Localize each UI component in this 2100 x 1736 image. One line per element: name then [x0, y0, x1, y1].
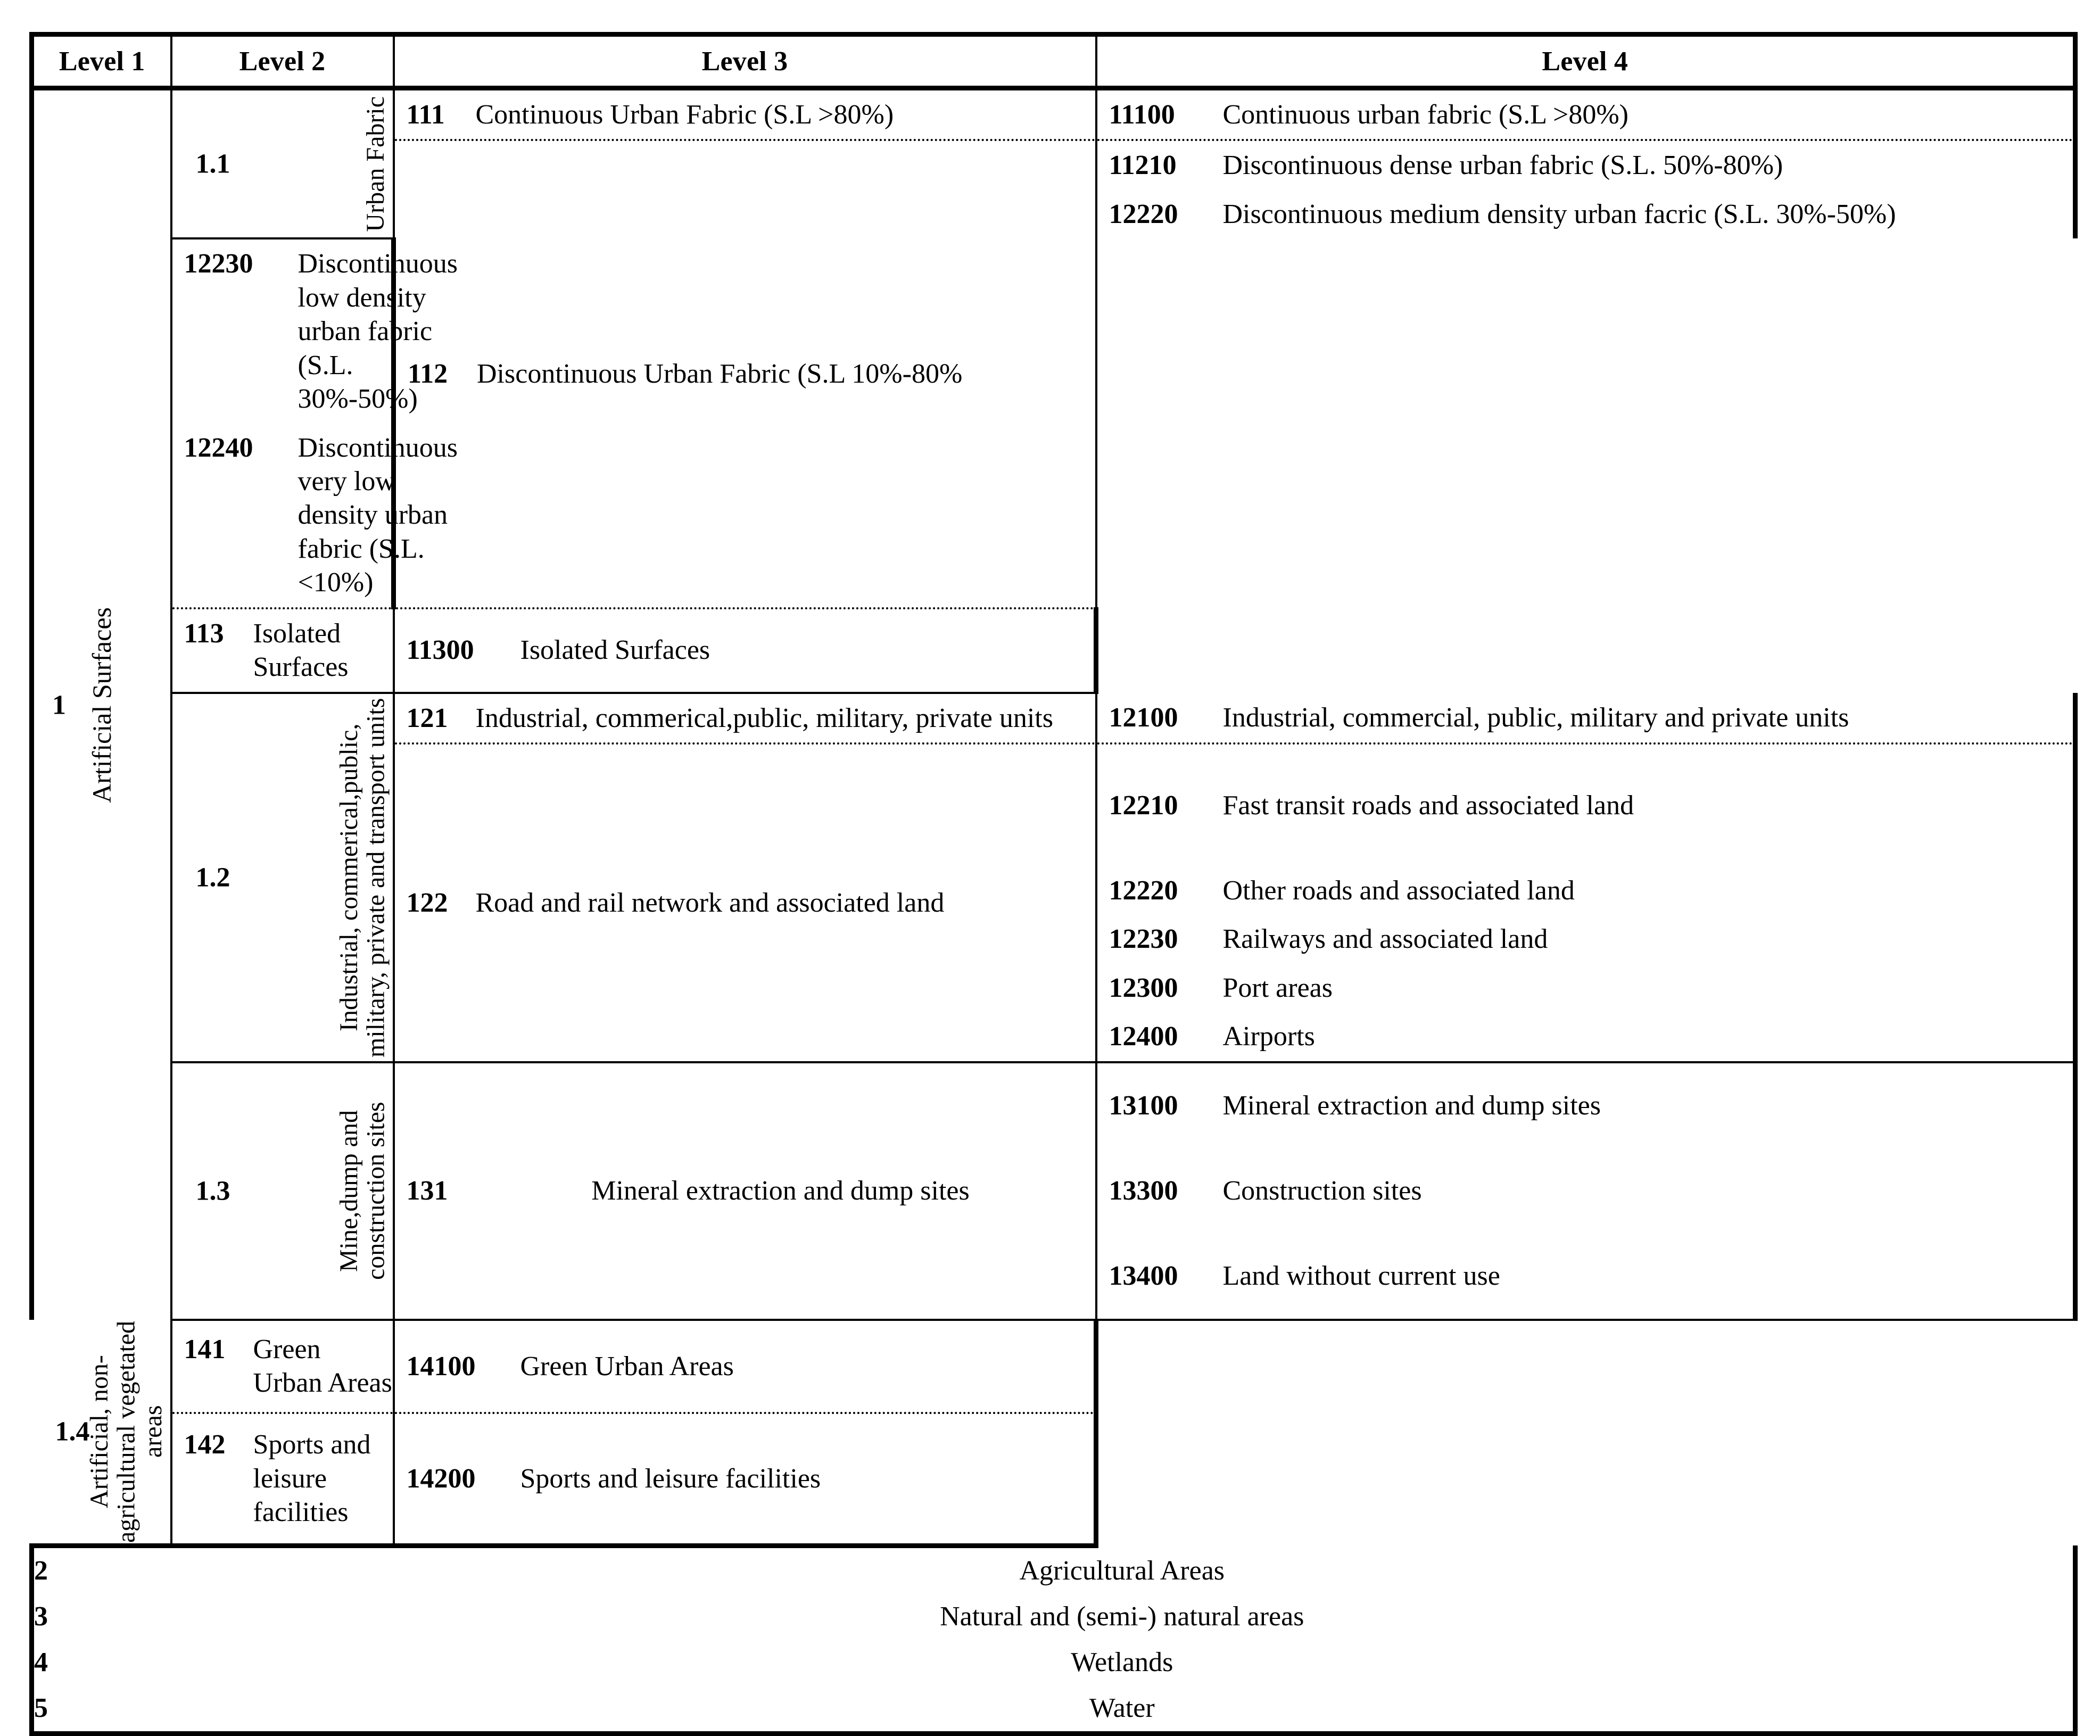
- level4-cell-13300: [1096, 1148, 2076, 1233]
- level4-code: 14200: [406, 1463, 476, 1494]
- level2-code: 1.2: [195, 862, 230, 893]
- level4-label: Discontinuous very low density urban fabric (S.L. <10%): [297, 432, 458, 598]
- table-row-level1-3: [32, 1594, 2076, 1640]
- level4-label: Construction sites: [1222, 1175, 1422, 1206]
- level4-cell-11300: [394, 608, 1096, 693]
- level3-code: 141: [184, 1334, 226, 1365]
- level2-code: 1.3: [195, 1176, 230, 1206]
- table-row-level1-2: [32, 1545, 2076, 1594]
- level4-code: 12220: [1109, 199, 1178, 229]
- level4-cell-12210: [1096, 743, 2076, 866]
- level4-cell-12230: [1096, 915, 2076, 963]
- level4-cell-12100: [1096, 693, 2076, 743]
- level4-code: 12210: [1109, 790, 1178, 821]
- level4-code: 12240: [184, 432, 253, 463]
- bottom-code: 5: [32, 1685, 171, 1734]
- level3-cell-111: [394, 88, 1096, 140]
- level4-code: 12100: [1109, 702, 1178, 733]
- level4-cell-14100: [394, 1320, 1096, 1413]
- level2-cell-1-1: [171, 88, 394, 239]
- bottom-code: 3: [32, 1594, 171, 1640]
- level3-cell-141: [171, 1320, 394, 1413]
- level2-cell-1-4: [32, 1320, 171, 1546]
- level3-label: Road and rail network and associated land: [475, 887, 945, 918]
- level4-label: Other roads and associated land: [1222, 875, 1575, 906]
- level4-cell-12300: [1096, 964, 2076, 1012]
- level4-code: 14100: [406, 1351, 476, 1382]
- level3-code: 112: [408, 359, 448, 390]
- level3-label: Industrial, commerical,public, military, private units: [475, 702, 1053, 733]
- level3-cell-112: [394, 140, 1096, 608]
- level3-code: 142: [184, 1429, 226, 1460]
- level4-code: 12220: [1109, 875, 1178, 906]
- header-level-1: Level 1: [32, 35, 171, 88]
- level4-label: Green Urban Areas: [520, 1351, 734, 1382]
- level3-code: 113: [184, 618, 224, 649]
- level4-cell-12220a: [1096, 190, 2076, 238]
- level3-cell-113: [171, 608, 394, 693]
- level4-code: 12400: [1109, 1021, 1178, 1052]
- level2-label: Mine,dump and construction sites: [334, 1102, 390, 1280]
- level4-label: Port areas: [1222, 972, 1333, 1003]
- level4-cell-14200: [394, 1413, 1096, 1545]
- level1-label: Artificial Surfaces: [87, 607, 117, 803]
- level4-label: Continuous urban fabric (S.L >80%): [1222, 100, 1628, 130]
- level3-label: Mineral extraction and dump sites: [591, 1175, 970, 1206]
- level4-code: 11210: [1109, 150, 1177, 181]
- table-row: [32, 1062, 2076, 1148]
- header-level-4: Level 4: [1096, 35, 2076, 88]
- level4-code: 13300: [1109, 1175, 1178, 1206]
- level3-cell-142: [171, 1413, 394, 1545]
- level2-cell-1-2: [171, 693, 394, 1062]
- level4-cell-11210: [1096, 140, 2076, 189]
- level3-code: 122: [406, 887, 448, 918]
- level4-code: 13400: [1109, 1260, 1178, 1291]
- table-row: [32, 693, 2076, 743]
- level4-code: 12230: [1109, 924, 1178, 955]
- level3-code: 111: [406, 100, 445, 130]
- level3-label: Isolated Surfaces: [253, 618, 349, 683]
- level1-code: 1: [52, 690, 66, 721]
- level3-cell-131: [394, 1062, 1096, 1320]
- land-cover-classification-table: [29, 32, 2078, 1736]
- table-row: [32, 88, 2076, 140]
- level4-code: 11300: [406, 635, 474, 666]
- level4-label: Discontinuous medium density urban facric (S.L. 30%-50%): [1222, 199, 1896, 229]
- header-level-3: Level 3: [394, 35, 1096, 88]
- table-row-level1-4: [32, 1640, 2076, 1685]
- level3-code: 121: [406, 702, 448, 733]
- bottom-code: 2: [32, 1545, 171, 1594]
- level2-cell-1-3: [171, 1062, 394, 1320]
- table-row: [32, 1413, 2076, 1545]
- bottom-label: Natural and (semi-) natural areas: [171, 1594, 2076, 1640]
- level4-code: 13100: [1109, 1090, 1178, 1121]
- level1-cell: [32, 88, 171, 1320]
- level4-cell-11100: [1096, 88, 2076, 140]
- table-header-row: [32, 35, 2076, 88]
- level4-label: Discontinuous low density urban fabric (S.L. 30%-50%): [297, 249, 458, 415]
- level4-cell-12240: [171, 424, 458, 608]
- bottom-code: 4: [32, 1640, 171, 1685]
- table-row-level1-5: [32, 1685, 2076, 1734]
- level4-code: 11100: [1109, 100, 1175, 130]
- level2-code: 1.1: [195, 148, 230, 179]
- table-row: [32, 608, 2076, 693]
- level3-code: 131: [406, 1175, 448, 1206]
- level3-label: Green Urban Areas: [253, 1334, 392, 1399]
- level4-label: Discontinuous dense urban fabric (S.L. 50%-80%): [1222, 150, 1783, 181]
- level4-label: Land without current use: [1222, 1260, 1500, 1291]
- level4-code: 12230: [184, 249, 253, 279]
- level4-cell-12220: [1096, 866, 2076, 915]
- level2-label: Industrial, commerical,public, military, private and transport units: [334, 697, 390, 1057]
- level4-label: Fast transit roads and associated land: [1222, 790, 1634, 821]
- level4-label: Isolated Surfaces: [520, 635, 710, 666]
- level3-label: Sports and leisure facilities: [253, 1429, 371, 1528]
- level3-cell-122: [394, 743, 1096, 1062]
- level2-code: 1.4: [55, 1416, 90, 1447]
- level4-code: 12300: [1109, 972, 1178, 1003]
- level4-cell-13400: [1096, 1233, 2076, 1320]
- level4-label: Sports and leisure facilities: [520, 1463, 821, 1494]
- level4-label: Railways and associated land: [1222, 924, 1548, 955]
- header-level-2: Level 2: [171, 35, 394, 88]
- level4-label: Airports: [1222, 1021, 1315, 1052]
- level2-label: Urban Fabric: [361, 96, 390, 232]
- level3-cell-121: [394, 693, 1096, 743]
- level4-label: Industrial, commercial, public, military and private units: [1222, 702, 1849, 733]
- bottom-label: Agricultural Areas: [171, 1545, 2076, 1594]
- level2-label: Artificial, non-agricultural vegetated areas: [85, 1320, 168, 1543]
- table-row: [32, 1320, 2076, 1413]
- level4-label: Mineral extraction and dump sites: [1222, 1090, 1601, 1121]
- bottom-label: Water: [171, 1685, 2076, 1734]
- level4-cell-12400: [1096, 1012, 2076, 1062]
- bottom-label: Wetlands: [171, 1640, 2076, 1685]
- level3-label: Continuous Urban Fabric (S.L >80%): [475, 100, 894, 130]
- level3-label: Discontinuous Urban Fabric (S.L 10%-80%: [477, 359, 963, 390]
- level4-cell-13100: [1096, 1062, 2076, 1148]
